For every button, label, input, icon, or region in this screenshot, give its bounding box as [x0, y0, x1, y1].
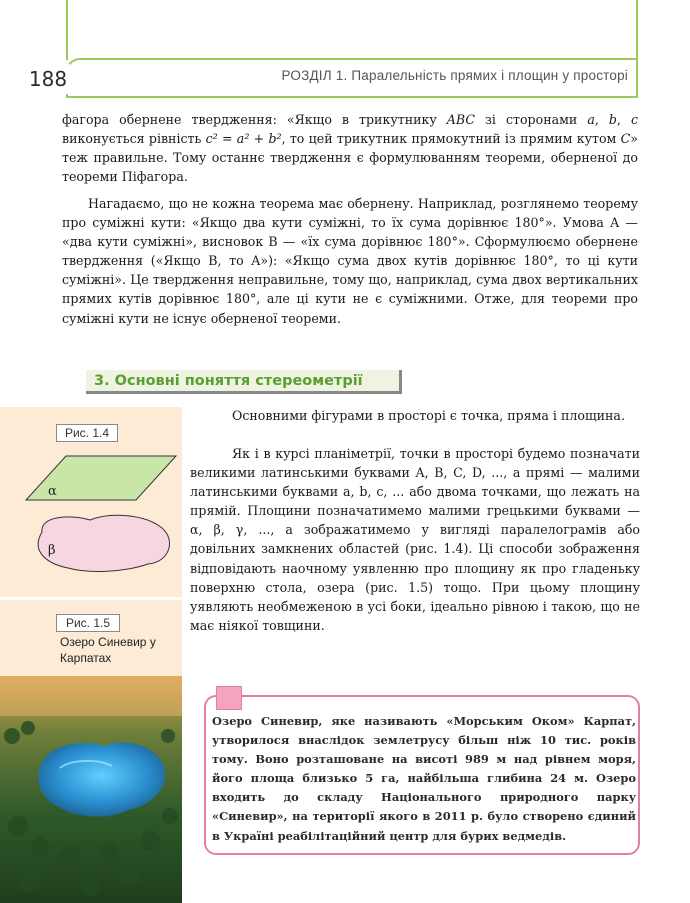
lake-synevyr-photo: [0, 676, 182, 903]
paragraph-basic-figures: Основними фігурами в просторі є точка, пряма і площина.: [232, 408, 625, 423]
header-left-line: [66, 0, 68, 60]
chapter-title: РОЗДІЛ 1. Паралельність прямих і площин у просторі: [281, 68, 628, 83]
figure-1-5-label: Рис. 1.5: [56, 614, 120, 632]
section-heading: 3. Основні поняття стереометрії: [86, 370, 402, 394]
paragraph-adjacent-angles: Нагадаємо, що не кожна теорема має обернену. Наприклад, розглянемо теорему про суміжні кути: «Якщо два кути суміжні, то їх сума дорівнює 180°». Умова A — «два кути суміжні», висновок B — «їх сума дорівнює 180°». Сформулюємо обернене твердження («Якщо B, то A»): «Якщо сума двох кутів дорівнює 180°, то ці кути суміжні». Це твердження неправильне, тому що, наприклад, сума двох вертикальних прямих кутів дорівнює 180°, але ці кути не є суміжними. Отже, для теореми про суміжні кути не існує оберненої теореми.: [62, 196, 638, 326]
figure-1-5-caption: Озеро Синевир у Карпатах: [60, 635, 156, 665]
plane-beta-region: [38, 515, 169, 571]
page-number: 188: [26, 64, 70, 94]
formula: c² = a² + b²: [205, 131, 282, 147]
info-box-text: Озеро Синевир, яке називають «Морським Оком» Карпат, утворилося внаслідок землетрусу більш ніж 10 тис. років тому. Воно розташоване на висоті 989 м над рівнем моря, його площа близько 5 га, найбільша глибина 24 м. Озеро входить до складу Національного природного парку «Синевир», на території якого в 2011 р. було створено єдиний в Україні реабілітаційний центр для бурих ведмедів.: [212, 714, 636, 843]
plane-alpha-label: α: [48, 484, 57, 499]
info-box-tab-icon: [216, 686, 242, 710]
paragraph-pythagoras-converse: фагора обернене твердження: «Якщо в трикутнику ABC зі сторонами a, b, c виконується рівність c² = a² + b², то цей трикутник прямокутний із прямим кутом C» теж правильне. Тому останнє твердження є формулюванням теореми, оберненої до теореми Піфагора.: [62, 112, 639, 185]
figure-1-4-label: Рис. 1.4: [56, 424, 118, 442]
plane-illustrations: [20, 444, 182, 594]
paragraph-notation: Як і в курсі планіметрії, точки в просторі будемо позначати великими латинськими буквами A, B, C, D, ..., а прямі — малими латинськими буквами a, b, c, ... або двома точками, що лежать на прямій. Площини позначатимемо малими грецькими буквами — α, β, γ, ..., а зображатимемо у вигляді паралелограмів або довільних замкнених областей (рис. 1.4). Ці способи зображення відповідають наочному уявленню про площину як про гладеньку поверхню стола, озера (рис. 1.5) тощо. При цьому площину уявляють необмеженою в усі боки, ідеально рівною і такою, що не має ніякої товщини.: [190, 446, 640, 633]
plane-beta-label: β: [48, 543, 56, 558]
